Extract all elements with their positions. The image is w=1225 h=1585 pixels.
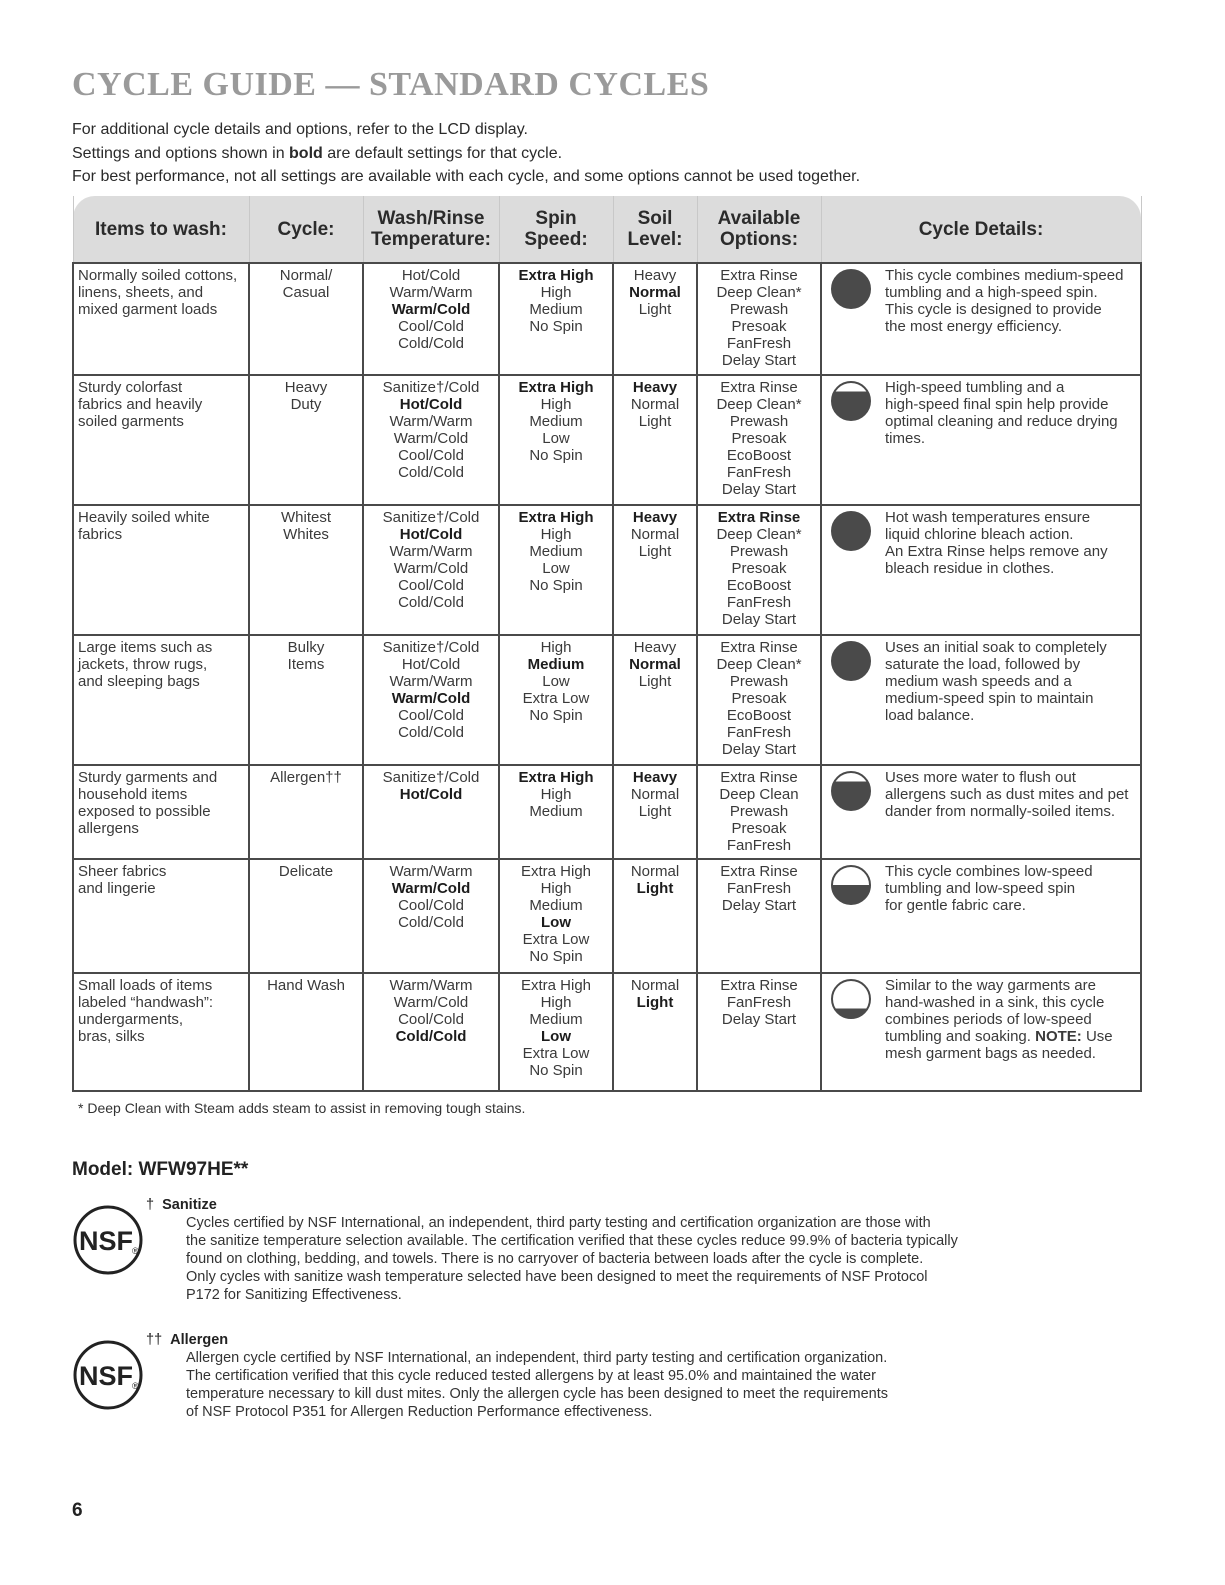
cell-line: Extra High <box>518 509 594 526</box>
cell-line: Extra Rinse <box>720 863 798 880</box>
details-cell <box>821 375 1141 505</box>
cell-line: Extra Rinse <box>720 769 798 786</box>
cycle-cell <box>249 375 363 505</box>
cell-line: household items <box>78 786 188 803</box>
header-temperature: Wash/Rinse Temperature: <box>363 196 499 263</box>
cell-line: Warm/Warm <box>389 543 473 560</box>
cell-line: Warm/Cold <box>391 301 471 318</box>
cell-line: Heavy <box>633 639 677 656</box>
temperature-cell <box>363 375 499 505</box>
soil-level-cell <box>613 263 697 375</box>
cell-line: Warm/Warm <box>389 977 473 994</box>
cell-line: Heavy <box>632 509 678 526</box>
cell-line: Deep Clean* <box>716 284 802 301</box>
cycle-cell <box>249 505 363 635</box>
cell-line: Warm/Warm <box>389 673 473 690</box>
model-number: Model: WFW97HE** <box>72 1159 249 1180</box>
cell-line: Sanitize†/Cold <box>382 639 480 656</box>
cell-line: Sanitize†/Cold <box>382 509 480 526</box>
details-text <box>885 769 1137 820</box>
cell-line: Extra Rinse <box>720 379 798 396</box>
cell-line: Extra Low <box>522 690 590 707</box>
cell-line: Extra Rinse <box>717 509 801 526</box>
cycle-cell <box>249 765 363 859</box>
cell-line: Hot/Cold <box>401 267 461 284</box>
svg-text:NSF: NSF <box>79 1361 133 1391</box>
cell-line: Cold/Cold <box>398 464 464 481</box>
svg-text:®: ® <box>132 1381 139 1391</box>
cell-line: Presoak <box>731 318 787 335</box>
cycle-dial-icon <box>829 863 873 907</box>
cell-line: Cold/Cold <box>398 914 464 931</box>
cell-line: Warm/Cold <box>393 994 469 1011</box>
cell-line: High <box>540 396 572 413</box>
cycle-cell <box>249 263 363 375</box>
allergen-certification <box>72 1331 1066 1421</box>
cell-line: FanFresh <box>726 837 792 854</box>
items-cell <box>73 505 249 635</box>
cell-line: Delay Start <box>721 611 797 628</box>
cell-line: Delay Start <box>721 1011 797 1028</box>
options-cell <box>697 859 821 973</box>
cell-line: Sturdy garments and <box>78 769 218 786</box>
cell-line: Low <box>542 560 570 577</box>
cell-line: exposed to possible <box>78 803 211 820</box>
cell-line: Whitest <box>280 509 331 526</box>
cell-line: medium wash speeds and a <box>885 673 1072 690</box>
cell-line: tumbling and soaking. NOTE: Use <box>885 1028 1113 1045</box>
cell-line: Delay Start <box>721 352 797 369</box>
cell-line: Cold/Cold <box>398 335 464 352</box>
details-text <box>885 379 1137 447</box>
cell-line: FanFresh <box>726 594 792 611</box>
cell-line: High <box>540 284 572 301</box>
cell-line: Presoak <box>731 820 787 837</box>
cell-line: Cold/Cold <box>398 594 464 611</box>
cell-line: times. <box>885 430 926 447</box>
spin-speed-cell <box>499 973 613 1091</box>
cell-line: Medium <box>529 413 583 430</box>
cycle-dial-icon <box>829 769 873 813</box>
cell-line: No Spin <box>529 948 583 965</box>
cell-line: soiled garments <box>78 413 184 430</box>
page-title: CYCLE GUIDE — STANDARD CYCLES <box>72 66 710 103</box>
cell-line: Heavy <box>633 267 677 284</box>
cell-line: Hand Wash <box>267 977 345 994</box>
cell-line: Bulky <box>287 639 325 656</box>
cell-line: FanFresh <box>726 464 792 481</box>
details-text <box>885 639 1137 724</box>
options-cell <box>697 635 821 765</box>
cell-line: combines periods of low-speed <box>885 1011 1092 1028</box>
items-cell <box>73 765 249 859</box>
cell-line: Prewash <box>729 543 789 560</box>
cell-line: Casual <box>282 284 330 301</box>
details-cell <box>821 635 1141 765</box>
cell-line: Medium <box>529 301 583 318</box>
cell-line: Low <box>541 1028 571 1045</box>
cell-line: Medium <box>529 1011 583 1028</box>
intro-bold-word: bold <box>289 144 323 162</box>
cell-line: Normal <box>630 786 680 803</box>
details-text <box>885 863 1137 914</box>
cell-line: Presoak <box>731 430 787 447</box>
cell-line: Warm/Cold <box>393 430 469 447</box>
spin-speed-cell <box>499 505 613 635</box>
cell-line: Delay Start <box>721 741 797 758</box>
cell-line: Light <box>636 880 674 897</box>
cell-line: Hot/Cold <box>399 786 463 803</box>
note-label: NOTE: <box>1035 1028 1082 1045</box>
cell-line: Normal <box>630 526 680 543</box>
cell-line: Extra High <box>518 769 594 786</box>
cell-line: Normal <box>630 396 680 413</box>
cell-line: Hot/Cold <box>399 396 463 413</box>
cell-line: Prewash <box>729 413 789 430</box>
cell-line: Heavy <box>632 769 678 786</box>
cell-line: EcoBoost <box>726 707 792 724</box>
cell-line: This cycle combines medium-speed <box>885 267 1124 284</box>
cell-line: Heavy <box>632 379 678 396</box>
cell-line: Warm/Warm <box>389 863 473 880</box>
cell-line: Small loads of items <box>78 977 213 994</box>
cell-line: bras, silks <box>78 1028 145 1045</box>
intro-line-3: For best performance, not all settings are available with each cycle, and some options cannot be used together. <box>72 168 861 185</box>
intro-text <box>72 118 860 189</box>
details-cell <box>821 765 1141 859</box>
soil-level-cell <box>613 973 697 1091</box>
table-body <box>73 263 1141 1091</box>
temperature-cell <box>363 635 499 765</box>
cell-line: Warm/Cold <box>391 690 471 707</box>
spin-speed-cell <box>499 263 613 375</box>
cell-line: Warm/Cold <box>393 560 469 577</box>
cell-line: Cold/Cold <box>398 724 464 741</box>
cell-line: allergens <box>78 820 139 837</box>
cell-line: Extra High <box>520 977 592 994</box>
cell-line: Light <box>638 413 672 430</box>
cell-line: No Spin <box>529 707 583 724</box>
header-details: Cycle Details: <box>821 196 1141 263</box>
cell-line: Cool/Cold <box>398 318 464 335</box>
cell-line: Light <box>636 994 674 1011</box>
cell-line: optimal cleaning and reduce drying <box>885 413 1118 430</box>
details-text <box>885 977 1137 1062</box>
temperature-cell <box>363 859 499 973</box>
cell-line: for gentle fabric care. <box>885 897 1026 914</box>
cell-line: Cool/Cold <box>398 577 464 594</box>
items-cell <box>73 859 249 973</box>
table-header-row <box>73 196 1141 263</box>
cell-line: Heavily soiled white <box>78 509 210 526</box>
soil-level-cell <box>613 505 697 635</box>
cell-line: No Spin <box>529 1062 583 1079</box>
cell-line: Light <box>638 673 672 690</box>
cell-line: This cycle is designed to provide <box>885 301 1102 318</box>
cell-line: load balance. <box>885 707 975 724</box>
cell-line: Delay Start <box>721 481 797 498</box>
cell-line: Uses more water to flush out <box>885 769 1076 786</box>
cell-line: High <box>540 880 572 897</box>
cell-line: Normal/ <box>279 267 333 284</box>
cell-line: fabrics <box>78 526 123 543</box>
cell-line: No Spin <box>529 318 583 335</box>
intro-line-2-end: are default settings for that cycle. <box>322 144 563 162</box>
options-cell <box>697 765 821 859</box>
table-row <box>73 375 1141 505</box>
cycle-dial-icon <box>829 509 873 553</box>
details-cell <box>821 263 1141 375</box>
intro-line-1: For additional cycle details and options, refer to the LCD display. <box>72 121 528 138</box>
cell-line: FanFresh <box>726 724 792 741</box>
details-cell <box>821 505 1141 635</box>
cell-line: Extra Rinse <box>720 639 798 656</box>
details-text <box>885 509 1137 577</box>
cell-line: No Spin <box>529 447 583 464</box>
options-cell <box>697 263 821 375</box>
cell-line: Deep Clean* <box>716 396 802 413</box>
cell-line: tumbling and low-speed spin <box>885 880 1076 897</box>
cell-line: Presoak <box>731 560 787 577</box>
options-cell <box>697 973 821 1091</box>
cycle-dial-icon <box>829 639 873 683</box>
intro-line-2 <box>72 142 860 166</box>
cell-line: Prewash <box>729 301 789 318</box>
header-items: Items to wash: <box>73 196 249 263</box>
items-cell <box>73 375 249 505</box>
cell-line: Extra High <box>518 379 594 396</box>
cell-line: Extra High <box>520 863 592 880</box>
items-cell <box>73 973 249 1091</box>
cell-line: the most energy efficiency. <box>885 318 1063 335</box>
cell-line: fabrics and heavily <box>78 396 203 413</box>
cell-line: Allergen†† <box>270 769 342 786</box>
cell-line: tumbling and a high-speed spin. <box>885 284 1098 301</box>
cell-line: high-speed final spin help provide <box>885 396 1109 413</box>
cycle-cell <box>249 973 363 1091</box>
cell-line: Hot wash temperatures ensure <box>885 509 1091 526</box>
cell-line: High <box>540 639 572 656</box>
cell-line: Cool/Cold <box>398 1011 464 1028</box>
cell-line: Normal <box>629 656 681 673</box>
cell-line: High-speed tumbling and a <box>885 379 1065 396</box>
cell-line: Low <box>541 914 571 931</box>
cycle-dial-icon <box>829 267 873 311</box>
cell-line: linens, sheets, and <box>78 284 204 301</box>
cell-line: EcoBoost <box>726 577 792 594</box>
cell-line: Deep Clean* <box>716 526 802 543</box>
cell-line: Delay Start <box>721 897 797 914</box>
intro-line-2-start: Settings and options shown in <box>72 144 290 162</box>
cycle-cell <box>249 859 363 973</box>
cell-line: mixed garment loads <box>78 301 218 318</box>
sanitize-body: Cycles certified by NSF International, an independent, third party testing and certification organization are those with the sanitize temperature selection available. The certification verified that these cycles reduce 99.9% of bacteria typically found on clothing, bedding, and towels. There is no carryover of bacteria between loads after the cycle is complete. Only cycles with sanitize wash temperature selected have been designed to meet the requirements of NSF Protocol P172 for Sanitizing Effectiveness. <box>186 1215 958 1303</box>
options-cell <box>697 505 821 635</box>
cell-line: Normal <box>630 977 680 994</box>
spin-speed-cell <box>499 635 613 765</box>
cell-line: mesh garment bags as needed. <box>885 1045 1096 1062</box>
header-cycle: Cycle: <box>249 196 363 263</box>
table-row <box>73 505 1141 635</box>
svg-text:®: ® <box>132 1246 139 1256</box>
cell-line: An Extra Rinse helps remove any <box>885 543 1108 560</box>
spin-speed-cell <box>499 859 613 973</box>
temperature-cell <box>363 263 499 375</box>
cell-line: Sanitize†/Cold <box>382 379 480 396</box>
items-cell <box>73 635 249 765</box>
cell-line: Whites <box>283 526 329 543</box>
cell-line: medium-speed spin to maintain <box>885 690 1094 707</box>
cell-line: Extra Low <box>522 1045 590 1062</box>
temperature-cell <box>363 505 499 635</box>
cycle-cell <box>249 635 363 765</box>
cell-line: Extra High <box>518 267 594 284</box>
cell-line: liquid chlorine bleach action. <box>885 526 1074 543</box>
sanitize-heading: † Sanitize <box>146 1197 217 1213</box>
cell-line: Light <box>638 803 672 820</box>
cell-line: Warm/Warm <box>389 284 473 301</box>
table-row <box>73 973 1141 1091</box>
cell-line: Extra Rinse <box>720 267 798 284</box>
cell-line: allergens such as dust mites and pet <box>885 786 1129 803</box>
cell-line: Sheer fabrics <box>78 863 167 880</box>
cell-line: Low <box>542 673 570 690</box>
cell-line: labeled “handwash”: <box>78 994 214 1011</box>
table-row <box>73 263 1141 375</box>
allergen-body: Allergen cycle certified by NSF International, an independent, third party testing and certification organization. The certification verified that this cycle reduced tested allergens by at least 95.0% and maintained the water temperature necessary to kill dust mites. Only the allergen cycle has been designed to meet the requirements of NSF Protocol P351 for Allergen Reduction Performance effectiveness. <box>186 1350 889 1420</box>
cell-line: Deep Clean* <box>716 656 802 673</box>
allergen-heading: †† Allergen <box>146 1332 229 1348</box>
details-cell <box>821 973 1141 1091</box>
cell-line: Items <box>287 656 325 673</box>
cell-line: Cool/Cold <box>398 897 464 914</box>
cell-line: FanFresh <box>726 335 792 352</box>
cell-line: Cool/Cold <box>398 707 464 724</box>
cell-line: and sleeping bags <box>78 673 200 690</box>
cell-line: Duty <box>290 396 322 413</box>
cell-line: jackets, throw rugs, <box>78 656 208 673</box>
cell-line: Deep Clean <box>719 786 799 803</box>
spin-speed-cell <box>499 765 613 859</box>
nsf-logo-icon <box>72 1200 148 1276</box>
page-number: 6 <box>72 1500 83 1521</box>
cycle-guide-table <box>72 196 1142 1092</box>
items-cell <box>73 263 249 375</box>
header-soil-level: Soil Level: <box>613 196 697 263</box>
cell-line: Sanitize†/Cold <box>382 769 480 786</box>
cell-line: Light <box>638 543 672 560</box>
temperature-cell <box>363 765 499 859</box>
cell-line: hand-washed in a sink, this cycle <box>885 994 1105 1011</box>
soil-level-cell <box>613 375 697 505</box>
details-text <box>885 267 1137 335</box>
cell-line: and lingerie <box>78 880 156 897</box>
cell-line: Hot/Cold <box>399 526 463 543</box>
cell-line: Hot/Cold <box>401 656 461 673</box>
cell-line: Normal <box>629 284 681 301</box>
cell-line: Medium <box>529 543 583 560</box>
spin-speed-cell <box>499 375 613 505</box>
cell-line: FanFresh <box>726 880 792 897</box>
cell-line: Warm/Cold <box>391 880 471 897</box>
cell-line: Normally soiled cottons, <box>78 267 238 284</box>
cell-line: Prewash <box>729 803 789 820</box>
cell-line: No Spin <box>529 577 583 594</box>
soil-level-cell <box>613 765 697 859</box>
cell-line: This cycle combines low-speed <box>885 863 1093 880</box>
cell-line: Delicate <box>278 863 334 880</box>
cell-line: Cold/Cold <box>395 1028 467 1045</box>
cell-line: Low <box>542 430 570 447</box>
cell-line: Medium <box>529 897 583 914</box>
options-cell <box>697 375 821 505</box>
cycle-dial-icon <box>829 379 873 423</box>
cell-line: Light <box>638 301 672 318</box>
cell-line: Presoak <box>731 690 787 707</box>
cell-line: FanFresh <box>726 994 792 1011</box>
cell-line: Heavy <box>284 379 328 396</box>
cycle-dial-icon <box>829 977 873 1021</box>
cell-line: Uses an initial soak to completely <box>885 639 1107 656</box>
cell-line: Similar to the way garments are <box>885 977 1096 994</box>
cell-line: saturate the load, followed by <box>885 656 1081 673</box>
cell-line: Extra Rinse <box>720 977 798 994</box>
cell-line: Large items such as <box>78 639 213 656</box>
header-options: Available Options: <box>697 196 821 263</box>
deep-clean-footnote: * Deep Clean with Steam adds steam to assist in removing tough stains. <box>78 1100 526 1116</box>
table-row <box>73 765 1141 859</box>
table-row <box>73 635 1141 765</box>
cell-line: Medium <box>527 656 585 673</box>
cell-line: Cool/Cold <box>398 447 464 464</box>
table-row <box>73 859 1141 973</box>
cell-line: undergarments, <box>78 1011 184 1028</box>
nsf-logo-icon <box>72 1335 148 1411</box>
cell-line: Warm/Warm <box>389 413 473 430</box>
details-cell <box>821 859 1141 973</box>
cell-line: High <box>540 526 572 543</box>
soil-level-cell <box>613 635 697 765</box>
svg-text:NSF: NSF <box>79 1226 133 1256</box>
cell-line: EcoBoost <box>726 447 792 464</box>
cell-line: Normal <box>630 863 680 880</box>
cell-line: dander from normally-soiled items. <box>885 803 1116 820</box>
soil-level-cell <box>613 859 697 973</box>
temperature-cell <box>363 973 499 1091</box>
cell-line: Extra Low <box>522 931 590 948</box>
header-spin-speed: Spin Speed: <box>499 196 613 263</box>
cell-line: High <box>540 786 572 803</box>
cell-line: Sturdy colorfast <box>78 379 183 396</box>
sanitize-certification <box>72 1196 1066 1304</box>
cell-line: Medium <box>529 803 583 820</box>
cell-line: Prewash <box>729 673 789 690</box>
cell-line: High <box>540 994 572 1011</box>
cell-line: bleach residue in clothes. <box>885 560 1055 577</box>
